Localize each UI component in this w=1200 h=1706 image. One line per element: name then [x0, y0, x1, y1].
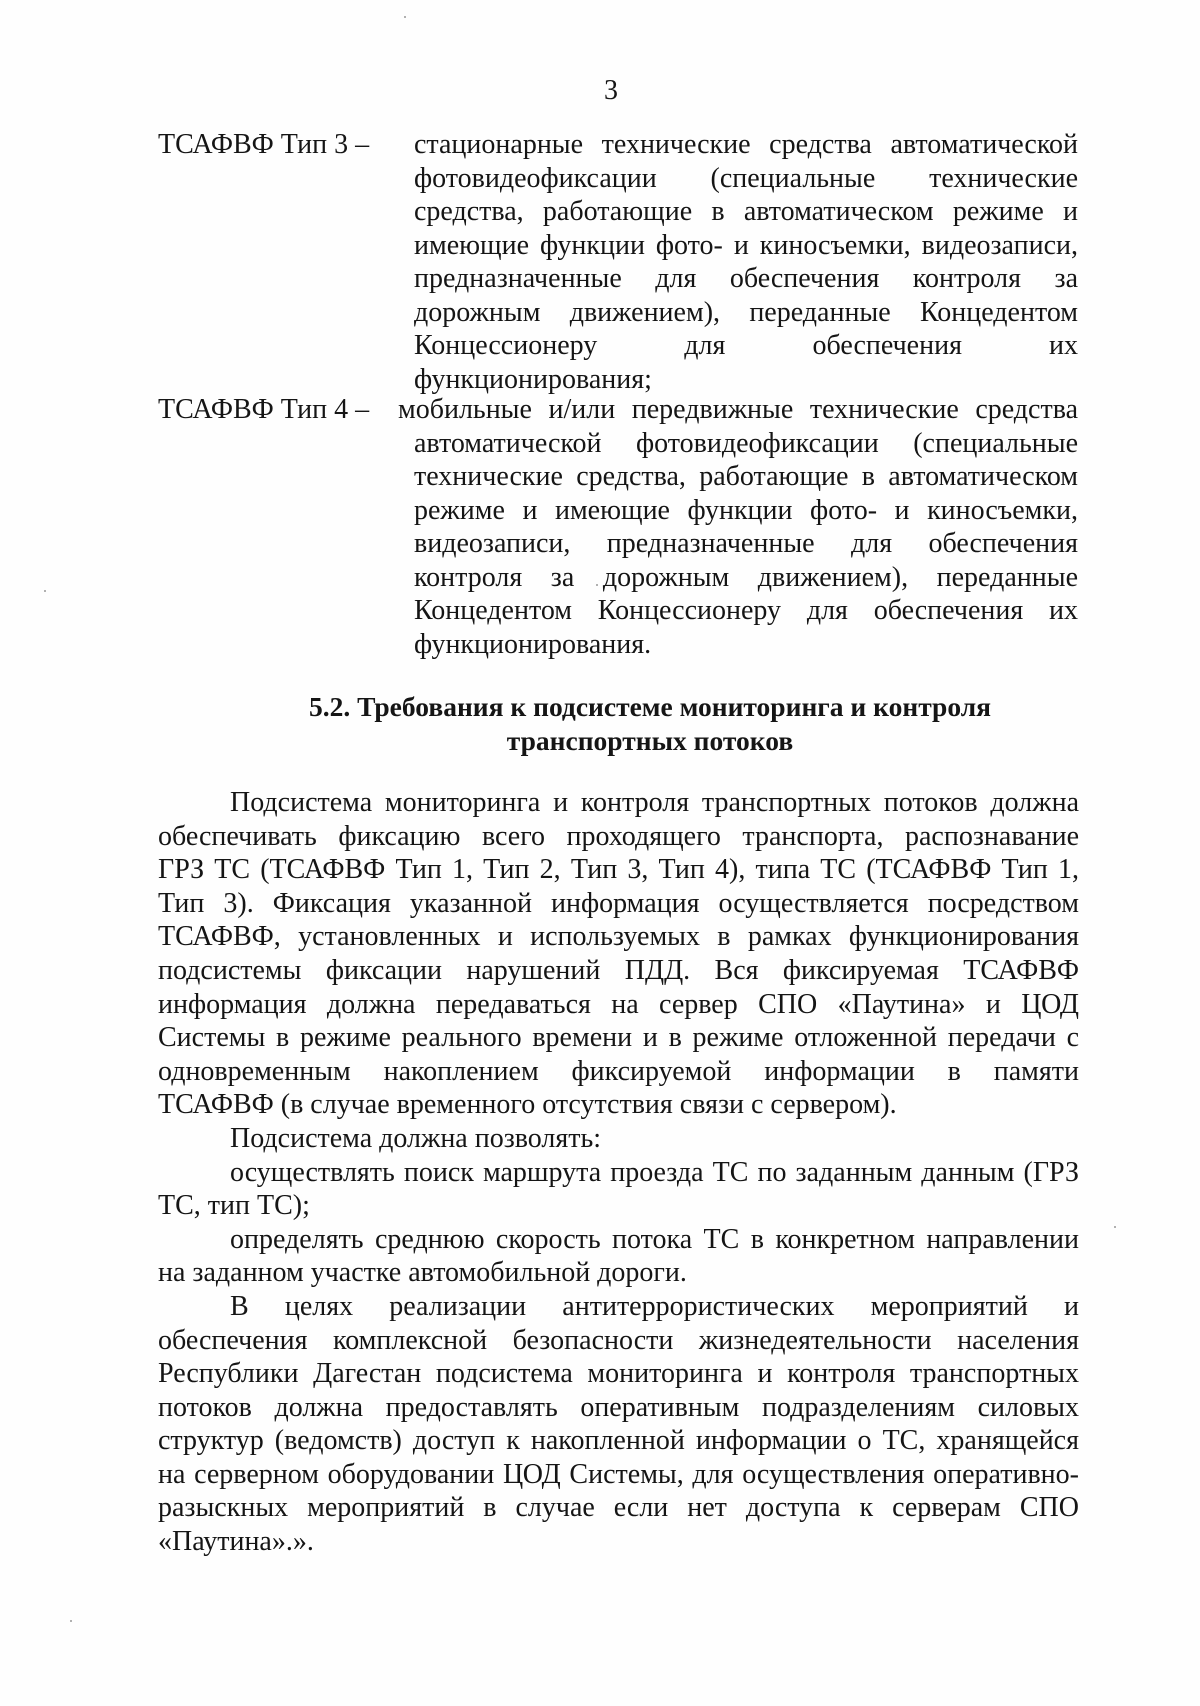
definition-line: видеозаписи, предназначенные для обеспечения	[414, 528, 1078, 559]
body-line: на серверном оборудовании ЦОД Системы, для осуществления оперативно-	[158, 1458, 1079, 1490]
definition-line: предназначенные для обеспечения контроля за	[414, 263, 1078, 294]
body-line: В целях реализации антитеррористических мероприятий и	[230, 1290, 1079, 1322]
body-line: ТС, тип ТС);	[158, 1190, 310, 1222]
definition-line: режиме и имеющие функции фото- и киносъемки,	[414, 494, 1078, 526]
body-line: на заданном участке автомобильной дороги.	[158, 1257, 687, 1289]
section-heading-line-2: транспортных потоков	[506, 725, 794, 756]
definition-line: мобильные и/или передвижные технические средства	[398, 394, 1078, 425]
definition-line: стационарные технические средства автоматической	[414, 129, 1078, 160]
body-line: обеспечения комплексной безопасности жизнедеятельности населения	[158, 1324, 1079, 1356]
body-line: «Паутина».».	[158, 1526, 314, 1558]
body-text	[158, 786, 1079, 1559]
definition-term: ТСАФВФ Тип 3 –	[158, 129, 370, 160]
definition-line: имеющие функции фото- и киносъемки, видеозаписи,	[414, 229, 1078, 261]
page-number: 3	[604, 75, 618, 106]
definition-line: Концессионеру для обеспечения их	[414, 330, 1078, 361]
section-heading	[200, 690, 1100, 758]
body-line: осуществлять поиск маршрута проезда ТС по заданным данным (ГРЗ	[230, 1156, 1079, 1188]
body-line: разыскных мероприятий в случае если нет доступа к серверам СПО	[158, 1492, 1079, 1524]
definition-term: ТСАФВФ Тип 4 –	[158, 394, 370, 425]
definition-line: средства, работающие в автоматическом режиме и	[414, 196, 1078, 227]
body-line: подсистемы фиксации нарушений ПДД. Вся фиксируемая ТСАФВФ	[158, 954, 1079, 986]
definition-text	[414, 128, 1078, 396]
body-line: потоков должна предоставлять оперативным подразделениям силовых	[158, 1391, 1079, 1423]
body-line: Подсистема должна позволять:	[230, 1122, 602, 1154]
body-line: Системы в режиме реального времени и в режиме отложенной передачи с	[158, 1022, 1079, 1054]
body-line: Республики Дагестан подсистема мониторинга и контроля транспортных	[158, 1358, 1079, 1390]
definition-line: функционирования;	[414, 363, 652, 395]
definition-line: контроля за дорожным движением), переданные	[414, 561, 1078, 593]
definition-line: Концедентом Концессионеру для обеспечения их	[414, 595, 1078, 626]
body-line: ТСАФВФ, установленных и используемых в рамках функционирования	[158, 921, 1079, 953]
definition-line: функционирования.	[414, 628, 652, 660]
section-heading-line-1: 5.2. Требования к подсистеме мониторинга и контроля	[308, 691, 992, 722]
body-line: ТСАФВФ (в случае временного отсутствия связи с сервером).	[158, 1089, 897, 1121]
scan-speck	[70, 1620, 72, 1622]
body-line: информация должна передаваться на сервер СПО «Паутина» и ЦОД	[158, 988, 1079, 1020]
definition-line: технические средства, работающие в автоматическом	[414, 461, 1078, 492]
definition-line: фотовидеофиксации (специальные технические	[414, 162, 1078, 194]
scan-speck	[404, 16, 406, 18]
body-line: одновременным накоплением фиксируемой информации в памяти	[158, 1055, 1079, 1087]
definition-text	[398, 393, 1078, 661]
definition-tip-3	[158, 128, 1078, 396]
body-line: Тип 3). Фиксация указанной информация осуществляется посредством	[158, 887, 1079, 919]
body-line: определять среднюю скорость потока ТС в конкретном направлении	[230, 1223, 1079, 1255]
definition-line: дорожным движением), переданные Концедентом	[414, 296, 1078, 328]
definition-tip-4	[158, 393, 1078, 661]
scan-speck	[44, 590, 46, 592]
body-line: структур (ведомств) доступ к накопленной информации о ТС, хранящейся	[158, 1425, 1079, 1457]
body-line: обеспечивать фиксацию всего проходящего транспорта, распознавание	[158, 820, 1079, 852]
scan-speck	[1114, 1226, 1116, 1228]
body-line: ГРЗ ТС (ТСАФВФ Тип 1, Тип 2, Тип 3, Тип 4), типа ТС (ТСАФВФ Тип 1,	[158, 854, 1079, 886]
body-line: Подсистема мониторинга и контроля транспортных потоков должна	[230, 787, 1079, 818]
definition-line: автоматической фотовидеофиксации (специальные	[414, 427, 1078, 459]
